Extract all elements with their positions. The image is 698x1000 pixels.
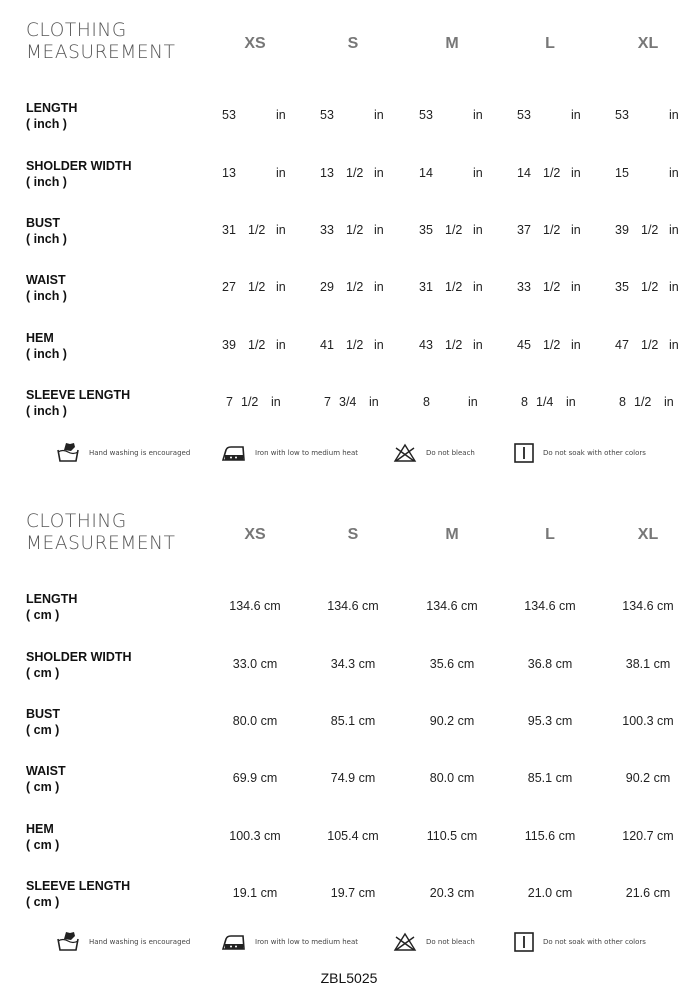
value-cell: 90.2 cm xyxy=(429,714,475,728)
value-fraction: 3/4 xyxy=(339,395,357,409)
value-cell: 80.0 cm xyxy=(429,771,475,785)
value-fraction: 1/2 xyxy=(543,338,561,352)
value-cell: 21.0 cm xyxy=(527,886,573,900)
value-cell: 33.0 cm xyxy=(232,657,278,671)
value-unit: in xyxy=(664,395,674,409)
value-unit: in xyxy=(571,166,581,180)
value-unit: in xyxy=(374,280,384,294)
value-fraction: 1/4 xyxy=(536,395,554,409)
value-whole: 45 xyxy=(517,338,531,352)
value-cell: 100.3 cm xyxy=(622,714,674,728)
value-fraction: 1/2 xyxy=(248,280,266,294)
value-fraction: 1/2 xyxy=(346,338,364,352)
value-whole: 53 xyxy=(517,108,531,122)
row-label xyxy=(26,821,59,853)
title-line-1: CLOTHING xyxy=(26,511,127,532)
size-header-xl: XL xyxy=(637,526,659,543)
value-unit: in xyxy=(276,223,286,237)
value-cell: 36.8 cm xyxy=(527,657,573,671)
care-text: Do not bleach xyxy=(426,449,475,457)
value-whole: 53 xyxy=(222,108,236,122)
row-label xyxy=(26,272,67,304)
care-instructions xyxy=(0,440,698,470)
care-item xyxy=(392,440,475,466)
row-label xyxy=(26,878,130,910)
measurement-unit: ( cm ) xyxy=(26,838,60,852)
value-cell: 74.9 cm xyxy=(330,771,376,785)
value-cell: 110.5 cm xyxy=(426,829,478,843)
size-header-s: S xyxy=(347,35,359,52)
value-fraction: 1/2 xyxy=(248,338,266,352)
care-item xyxy=(221,929,358,955)
measurement-name: SHOLDER WIDTH xyxy=(26,650,132,664)
measurement-unit: ( inch ) xyxy=(26,289,67,303)
measurement-unit: ( inch ) xyxy=(26,347,67,361)
value-unit: in xyxy=(276,166,286,180)
care-text: Hand washing is encouraged xyxy=(89,938,191,946)
value-cell: 100.3 cm xyxy=(229,829,281,843)
measurement-unit: ( inch ) xyxy=(26,175,67,189)
value-unit: in xyxy=(571,280,581,294)
care-item xyxy=(221,440,358,466)
care-text: Do not soak with other colors xyxy=(543,449,646,457)
row-label xyxy=(26,387,130,419)
product-code: ZBL5025 xyxy=(320,970,378,986)
value-fraction: 1/2 xyxy=(346,280,364,294)
measurement-name: BUST xyxy=(26,707,61,721)
value-unit: in xyxy=(571,223,581,237)
value-unit: in xyxy=(566,395,576,409)
value-cell: 69.9 cm xyxy=(232,771,278,785)
measurement-unit: ( cm ) xyxy=(26,780,60,794)
row-label xyxy=(26,706,60,738)
iron-low-heat-icon xyxy=(221,442,247,464)
chart-title xyxy=(26,511,176,555)
metric-size-chart xyxy=(0,491,698,981)
do-not-bleach-icon xyxy=(392,442,418,464)
value-unit: in xyxy=(276,338,286,352)
measurement-unit: ( cm ) xyxy=(26,666,60,680)
value-fraction: 1/2 xyxy=(241,395,259,409)
value-cell: 85.1 cm xyxy=(527,771,573,785)
value-unit: in xyxy=(473,338,483,352)
value-unit: in xyxy=(276,108,286,122)
measurement-unit: ( cm ) xyxy=(26,895,60,909)
value-fraction: 1/2 xyxy=(346,223,364,237)
value-fraction: 1/2 xyxy=(543,280,561,294)
value-whole: 15 xyxy=(615,166,629,180)
value-whole: 41 xyxy=(320,338,334,352)
row-label xyxy=(26,763,66,795)
do-not-bleach-icon xyxy=(392,931,418,953)
value-unit: in xyxy=(473,223,483,237)
value-cell: 90.2 cm xyxy=(625,771,671,785)
value-cell: 35.6 cm xyxy=(429,657,475,671)
value-cell: 134.6 cm xyxy=(524,599,576,613)
value-cell: 20.3 cm xyxy=(429,886,475,900)
value-fraction: 1/2 xyxy=(543,166,561,180)
value-unit: in xyxy=(276,280,286,294)
size-header-l: L xyxy=(545,35,555,52)
value-fraction: 1/2 xyxy=(543,223,561,237)
measurement-name: SLEEVE LENGTH xyxy=(26,879,131,893)
value-whole: 33 xyxy=(320,223,334,237)
value-unit: in xyxy=(473,108,483,122)
value-whole: 43 xyxy=(419,338,433,352)
hand-wash-icon xyxy=(55,930,81,954)
value-fraction: 1/2 xyxy=(248,223,266,237)
value-whole: 39 xyxy=(615,223,629,237)
care-item xyxy=(513,929,646,955)
value-whole: 13 xyxy=(320,166,334,180)
care-instructions xyxy=(0,929,698,959)
measurement-unit: ( inch ) xyxy=(26,404,67,418)
value-unit: in xyxy=(571,108,581,122)
value-whole: 13 xyxy=(222,166,236,180)
value-unit: in xyxy=(669,166,679,180)
value-fraction: 1/2 xyxy=(641,338,659,352)
value-whole: 27 xyxy=(222,280,236,294)
value-whole: 14 xyxy=(419,166,433,180)
title-line-2: MEASUREMENT xyxy=(26,42,176,63)
value-whole: 7 xyxy=(226,395,233,409)
value-whole: 37 xyxy=(517,223,531,237)
value-cell: 95.3 cm xyxy=(527,714,573,728)
care-item xyxy=(55,929,190,955)
value-whole: 29 xyxy=(320,280,334,294)
value-unit: in xyxy=(374,166,384,180)
value-unit: in xyxy=(369,395,379,409)
value-cell: 115.6 cm xyxy=(524,829,576,843)
value-cell: 19.1 cm xyxy=(232,886,278,900)
size-header-xs: XS xyxy=(244,35,266,52)
value-unit: in xyxy=(571,338,581,352)
do-not-soak-icon xyxy=(513,442,535,464)
value-whole: 31 xyxy=(222,223,236,237)
value-whole: 7 xyxy=(324,395,331,409)
value-cell: 80.0 cm xyxy=(232,714,278,728)
value-unit: in xyxy=(669,280,679,294)
value-unit: in xyxy=(374,223,384,237)
value-whole: 31 xyxy=(419,280,433,294)
row-label xyxy=(26,215,67,247)
care-item xyxy=(392,929,475,955)
measurement-unit: ( inch ) xyxy=(26,117,67,131)
row-label xyxy=(26,158,132,190)
value-unit: in xyxy=(374,338,384,352)
value-whole: 47 xyxy=(615,338,629,352)
size-header-m: M xyxy=(445,526,459,543)
value-fraction: 1/2 xyxy=(445,223,463,237)
row-label xyxy=(26,100,77,132)
value-fraction: 1/2 xyxy=(445,280,463,294)
measurement-name: WAIST xyxy=(26,764,66,778)
value-unit: in xyxy=(271,395,281,409)
measurement-unit: ( cm ) xyxy=(26,723,60,737)
row-label xyxy=(26,591,77,623)
value-unit: in xyxy=(669,223,679,237)
value-whole: 53 xyxy=(419,108,433,122)
imperial-size-chart xyxy=(0,0,698,490)
row-label xyxy=(26,649,132,681)
value-fraction: 1/2 xyxy=(641,223,659,237)
value-unit: in xyxy=(669,108,679,122)
care-item xyxy=(55,440,190,466)
value-cell: 21.6 cm xyxy=(625,886,671,900)
size-header-xs: XS xyxy=(244,526,266,543)
measurement-name: SLEEVE LENGTH xyxy=(26,388,131,402)
value-fraction: 1/2 xyxy=(634,395,652,409)
row-label xyxy=(26,330,67,362)
measurement-name: LENGTH xyxy=(26,101,78,115)
title-line-1: CLOTHING xyxy=(26,20,127,41)
value-cell: 85.1 cm xyxy=(330,714,376,728)
size-header-xl: XL xyxy=(637,35,659,52)
measurement-name: WAIST xyxy=(26,273,66,287)
value-fraction: 1/2 xyxy=(346,166,364,180)
value-fraction: 1/2 xyxy=(445,338,463,352)
value-whole: 8 xyxy=(619,395,626,409)
care-text: Hand washing is encouraged xyxy=(89,449,191,457)
measurement-name: HEM xyxy=(26,822,54,836)
title-line-2: MEASUREMENT xyxy=(26,533,176,554)
value-whole: 53 xyxy=(320,108,334,122)
value-unit: in xyxy=(669,338,679,352)
do-not-soak-icon xyxy=(513,931,535,953)
value-whole: 33 xyxy=(517,280,531,294)
value-whole: 8 xyxy=(521,395,528,409)
measurement-name: HEM xyxy=(26,331,54,345)
value-unit: in xyxy=(473,280,483,294)
value-whole: 39 xyxy=(222,338,236,352)
care-text: Iron with low to medium heat xyxy=(255,449,359,457)
size-header-l: L xyxy=(545,526,555,543)
value-whole: 8 xyxy=(423,395,430,409)
value-whole: 35 xyxy=(419,223,433,237)
value-unit: in xyxy=(374,108,384,122)
value-whole: 53 xyxy=(615,108,629,122)
value-fraction: 1/2 xyxy=(641,280,659,294)
value-cell: 19.7 cm xyxy=(330,886,376,900)
value-cell: 34.3 cm xyxy=(330,657,376,671)
hand-wash-icon xyxy=(55,441,81,465)
value-cell: 134.6 cm xyxy=(229,599,281,613)
iron-low-heat-icon xyxy=(221,931,247,953)
chart-title xyxy=(26,20,176,64)
measurement-name: LENGTH xyxy=(26,592,78,606)
value-unit: in xyxy=(473,166,483,180)
measurement-unit: ( inch ) xyxy=(26,232,67,246)
measurement-name: SHOLDER WIDTH xyxy=(26,159,132,173)
care-item xyxy=(513,440,646,466)
size-header-s: S xyxy=(347,526,359,543)
measurement-name: BUST xyxy=(26,216,61,230)
care-text: Do not bleach xyxy=(426,938,475,946)
care-text: Iron with low to medium heat xyxy=(255,938,359,946)
value-cell: 120.7 cm xyxy=(622,829,674,843)
measurement-unit: ( cm ) xyxy=(26,608,60,622)
value-unit: in xyxy=(468,395,478,409)
value-cell: 134.6 cm xyxy=(426,599,478,613)
value-cell: 105.4 cm xyxy=(327,829,379,843)
value-cell: 134.6 cm xyxy=(327,599,379,613)
care-text: Do not soak with other colors xyxy=(543,938,646,946)
value-whole: 35 xyxy=(615,280,629,294)
value-cell: 38.1 cm xyxy=(625,657,671,671)
size-header-m: M xyxy=(445,35,459,52)
value-cell: 134.6 cm xyxy=(622,599,674,613)
value-whole: 14 xyxy=(517,166,531,180)
